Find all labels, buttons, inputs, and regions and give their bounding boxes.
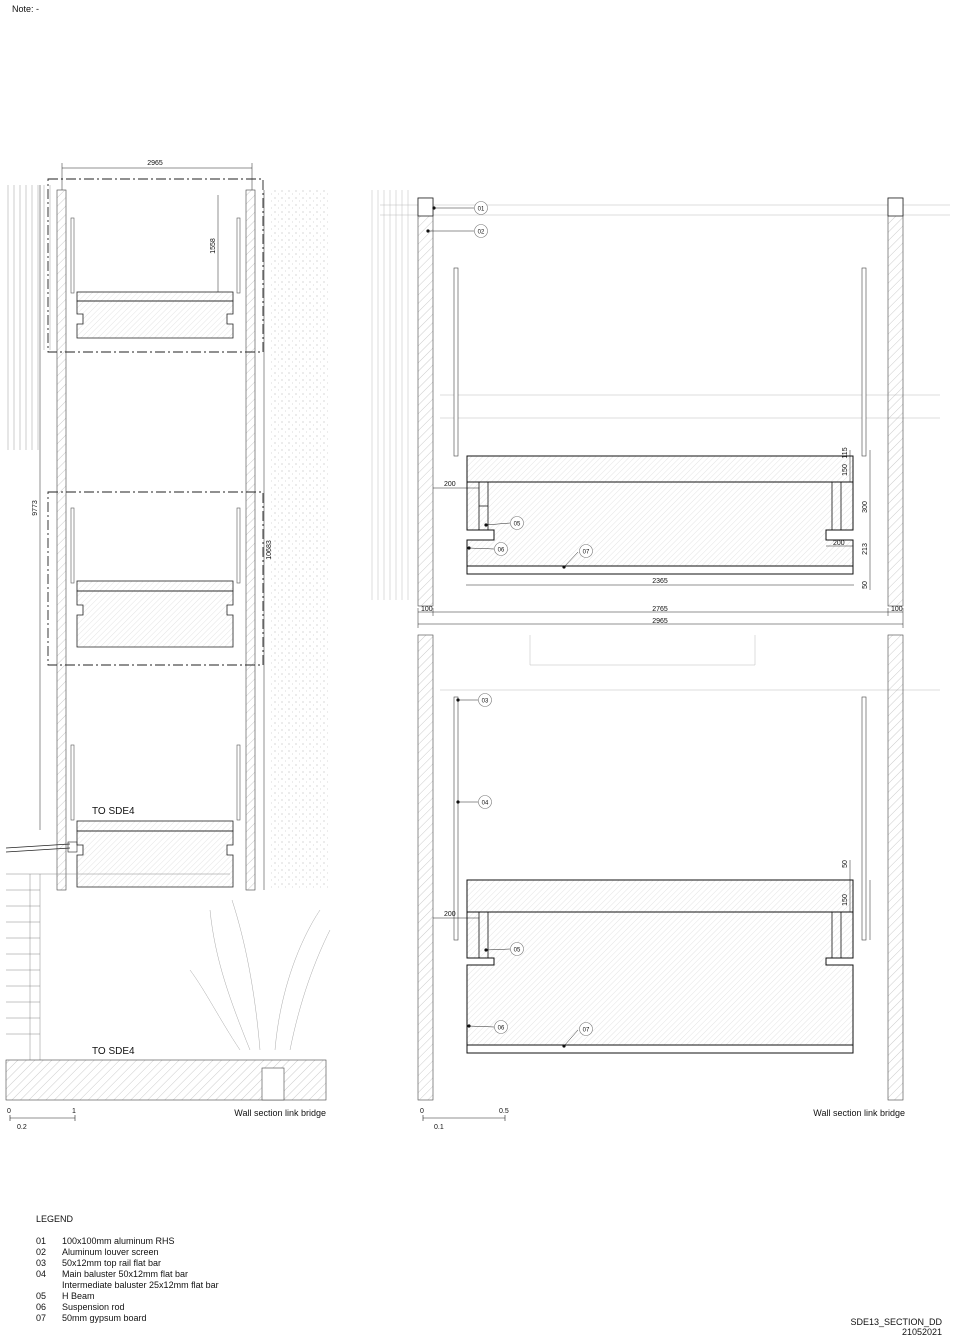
tag-05-lower: 05 — [513, 947, 521, 954]
scale-sub-right: 0.1 — [434, 1124, 444, 1131]
dim-100-left: 100 — [421, 606, 433, 613]
tag-04-lower: 04 — [481, 800, 489, 807]
dim-2965-left: 2965 — [147, 160, 163, 167]
dim-2765: 2765 — [652, 606, 668, 613]
dim-300: 300 — [862, 501, 869, 513]
dim-2965-right: 2965 — [652, 618, 668, 625]
drawing-title-right: Wall section link bridge — [813, 1108, 905, 1118]
left-wall-section — [6, 163, 330, 1121]
legend-item: 03 50x12mm top rail flat bar — [36, 1258, 162, 1268]
dim-10683: 10683 — [266, 540, 273, 560]
tag-01-upper: 01 — [477, 206, 485, 213]
sheet-number: SDE13_SECTION_DD — [850, 1317, 942, 1327]
legend-item: Intermediate baluster 25x12mm flat bar — [62, 1280, 219, 1290]
scale-half-right: 0.5 — [499, 1108, 509, 1115]
dim-200-lower: 200 — [444, 911, 456, 918]
scale-zero-right: 0 — [420, 1108, 424, 1115]
dim-1558: 1558 — [210, 238, 217, 254]
legend — [36, 1214, 219, 1324]
tag-06-upper: 06 — [497, 547, 505, 554]
dim-2365: 2365 — [652, 578, 668, 585]
dim-200-left: 200 — [444, 481, 456, 488]
legend-item: 01 100x100mm aluminum RHS — [36, 1236, 175, 1246]
legend-item: 04 Main baluster 50x12mm flat bar — [36, 1269, 189, 1279]
label-to-sde4-upper: TO SDE4 — [92, 806, 135, 817]
bridge-deck-1 — [77, 292, 233, 338]
legend-title: LEGEND — [36, 1214, 74, 1224]
dim-213: 213 — [862, 543, 869, 555]
right-wall-section — [372, 190, 950, 1121]
upper-bridge-deck — [467, 456, 853, 574]
tag-07-lower: 07 — [582, 1027, 590, 1034]
dim-115: 115 — [842, 447, 849, 459]
dim-150-lower: 150 — [842, 894, 849, 906]
tag-06-lower: 06 — [497, 1025, 505, 1032]
dim-150: 150 — [842, 464, 849, 476]
tag-05-upper: 05 — [513, 521, 521, 528]
louver-strips — [8, 185, 50, 450]
legend-item: 06 Suspension rod — [36, 1302, 125, 1312]
scale-zero-left: 0 — [7, 1108, 11, 1115]
dim-100-right: 100 — [891, 606, 903, 613]
scale-sub-left: 0.2 — [17, 1124, 27, 1131]
legend-item: 02 Aluminum louver screen — [36, 1247, 159, 1257]
bridge-deck-3 — [77, 821, 233, 887]
sheet-date: 21052021 — [901, 1327, 942, 1337]
tag-03-lower: 03 — [481, 698, 489, 705]
legend-item: 05 H Beam — [36, 1291, 95, 1301]
dim-9773: 9773 — [32, 500, 39, 516]
dim-50-lower: 50 — [842, 860, 849, 868]
legend-item: 07 50mm gypsum board — [36, 1313, 147, 1323]
tag-02-upper: 02 — [477, 229, 485, 236]
drawing-title-left: Wall section link bridge — [234, 1108, 326, 1118]
lower-bridge-deck — [467, 880, 853, 1053]
note-text: Note: - — [12, 4, 40, 14]
label-to-sde4-lower: TO SDE4 — [92, 1046, 135, 1057]
tag-07-upper: 07 — [582, 549, 590, 556]
dim-200-right: 200 — [833, 540, 845, 547]
bridge-deck-2 — [77, 581, 233, 647]
scale-one-left: 1 — [72, 1108, 76, 1115]
dim-50: 50 — [862, 581, 869, 589]
title-block — [850, 1317, 942, 1337]
